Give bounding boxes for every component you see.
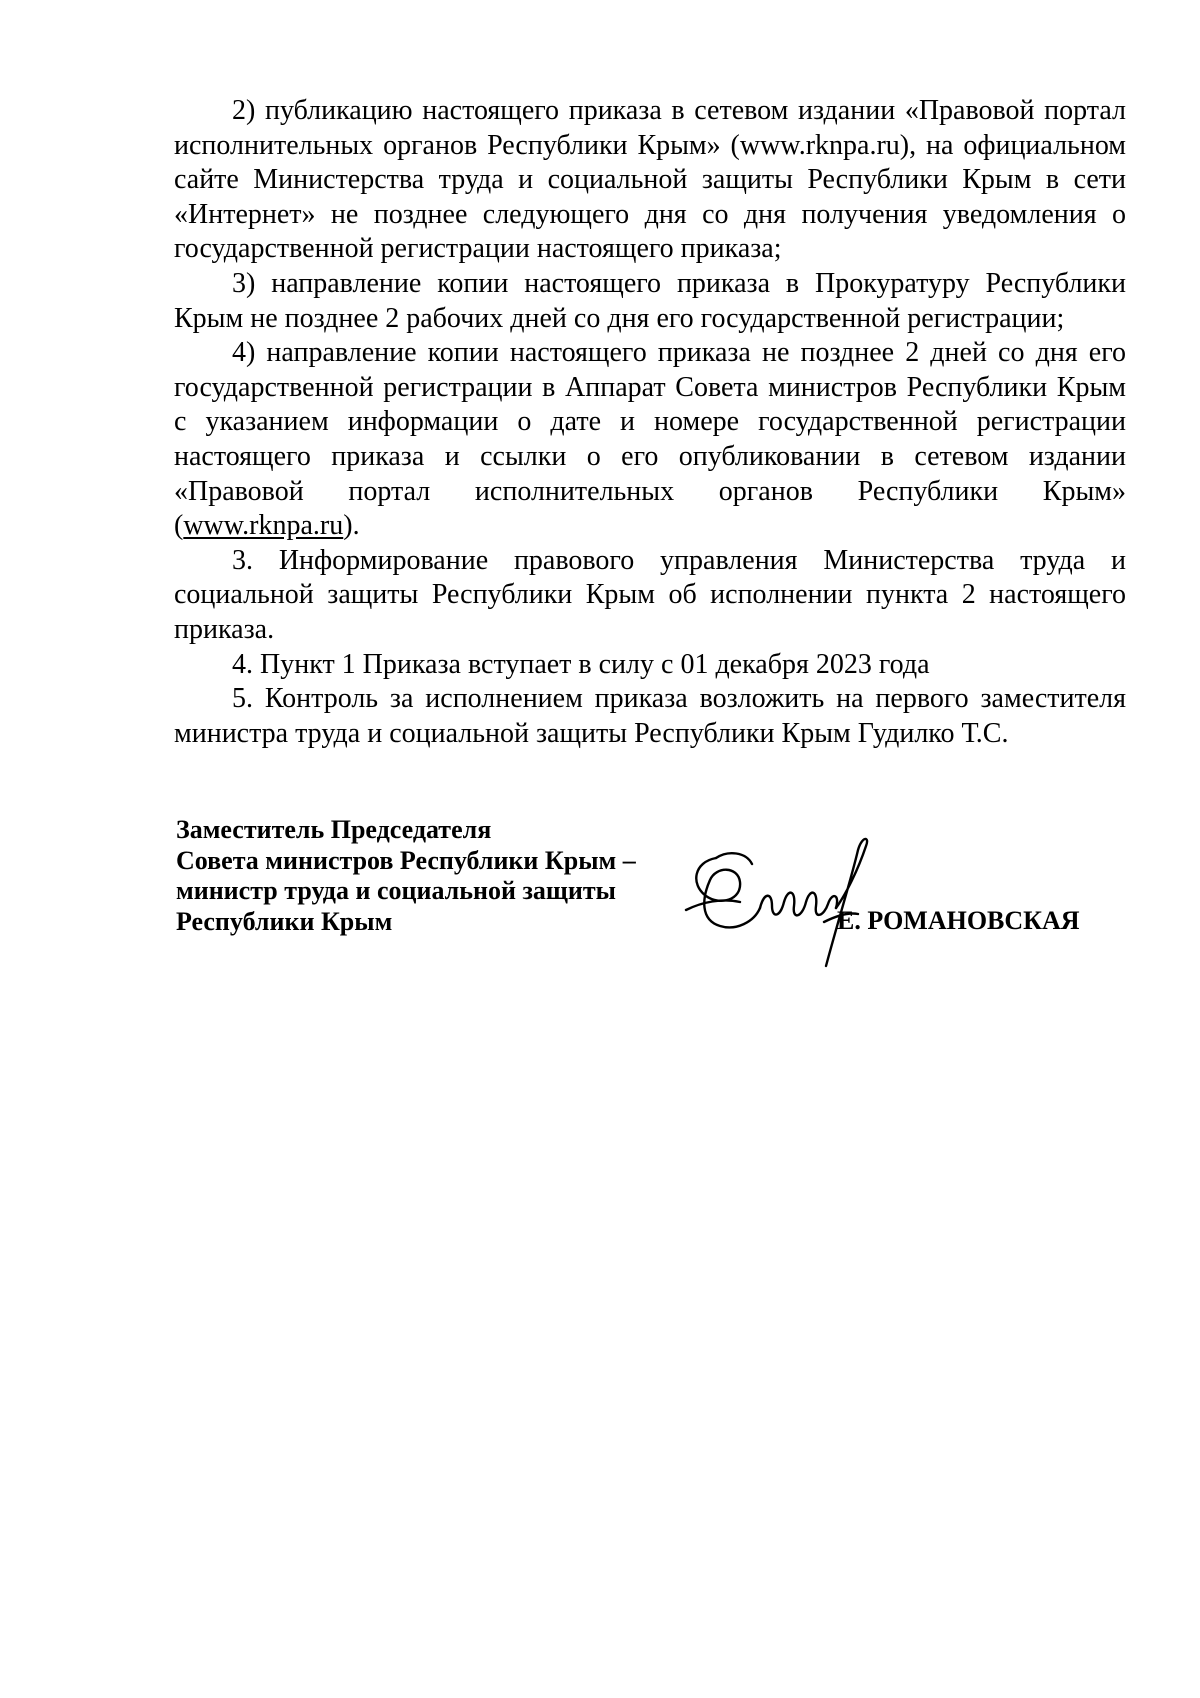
paragraph-control [174,682,1126,751]
paragraph-text: 2) публикацию настоящего приказа в сетевом издании «Правовой портал исполнительных органов Республики Крым» (www.rknpa.ru), на официальном сайте Министерства труда и социальной защиты Республики Крым в сети «Интернет» не позднее следующего дня со дня получения уведомления о государственной регистрации настоящего приказа; [174,95,1126,265]
signatory-title-line: Заместитель Председателя [176,815,492,844]
signatory-title-line: Республики Крым [176,906,393,936]
paragraph-council-copy [174,336,1126,544]
signatory-name: Е. РОМАНОВСКАЯ [837,906,1080,935]
signatory-title-line: Совета министров Республики Крым – [176,845,636,875]
signatory-title [176,815,636,937]
paragraph-text: 4) направление копии настоящего приказа не позднее 2 дней со дня его государственной регистрации в Аппарат Совета министров Республики Крым с указанием информации о дате и номере государственной регистрации настоящего приказа и ссылки о его опубликовании в сетевом издании «Правовой портал исполнительных органов Республики Крым» ( [174,337,1126,542]
paragraph-informing [174,544,1126,648]
portal-link[interactable]: www.rknpa.ru [183,510,344,542]
paragraph-text: 4. Пункт 1 Приказа вступает в силу с 01 декабря 2023 года [232,648,930,680]
paragraph-text: 5. Контроль за исполнением приказа возложить на первого заместителя министра труда и социальной защиты Республики Крым Гудилко Т.С. [174,683,1126,749]
paragraph-text: 3. Информирование правового управления Министерства труда и социальной защиты Республики Крым об исполнении пункта 2 настоящего приказа. [174,544,1126,645]
paragraph-text: 3) направление копии настоящего приказа в Прокуратуру Республики Крым не позднее 2 рабочих дней со дня его государственной регистрации; [174,267,1126,334]
paragraph-prosecutor-copy [174,267,1126,336]
handwritten-signature [676,836,908,968]
document-body [174,94,1126,751]
paragraph-effective-date [174,648,1126,683]
paragraph-text-end: ). [343,510,360,542]
paragraph-publication [174,94,1126,267]
signatory-title-line: министр труда и социальной защиты [176,876,616,905]
